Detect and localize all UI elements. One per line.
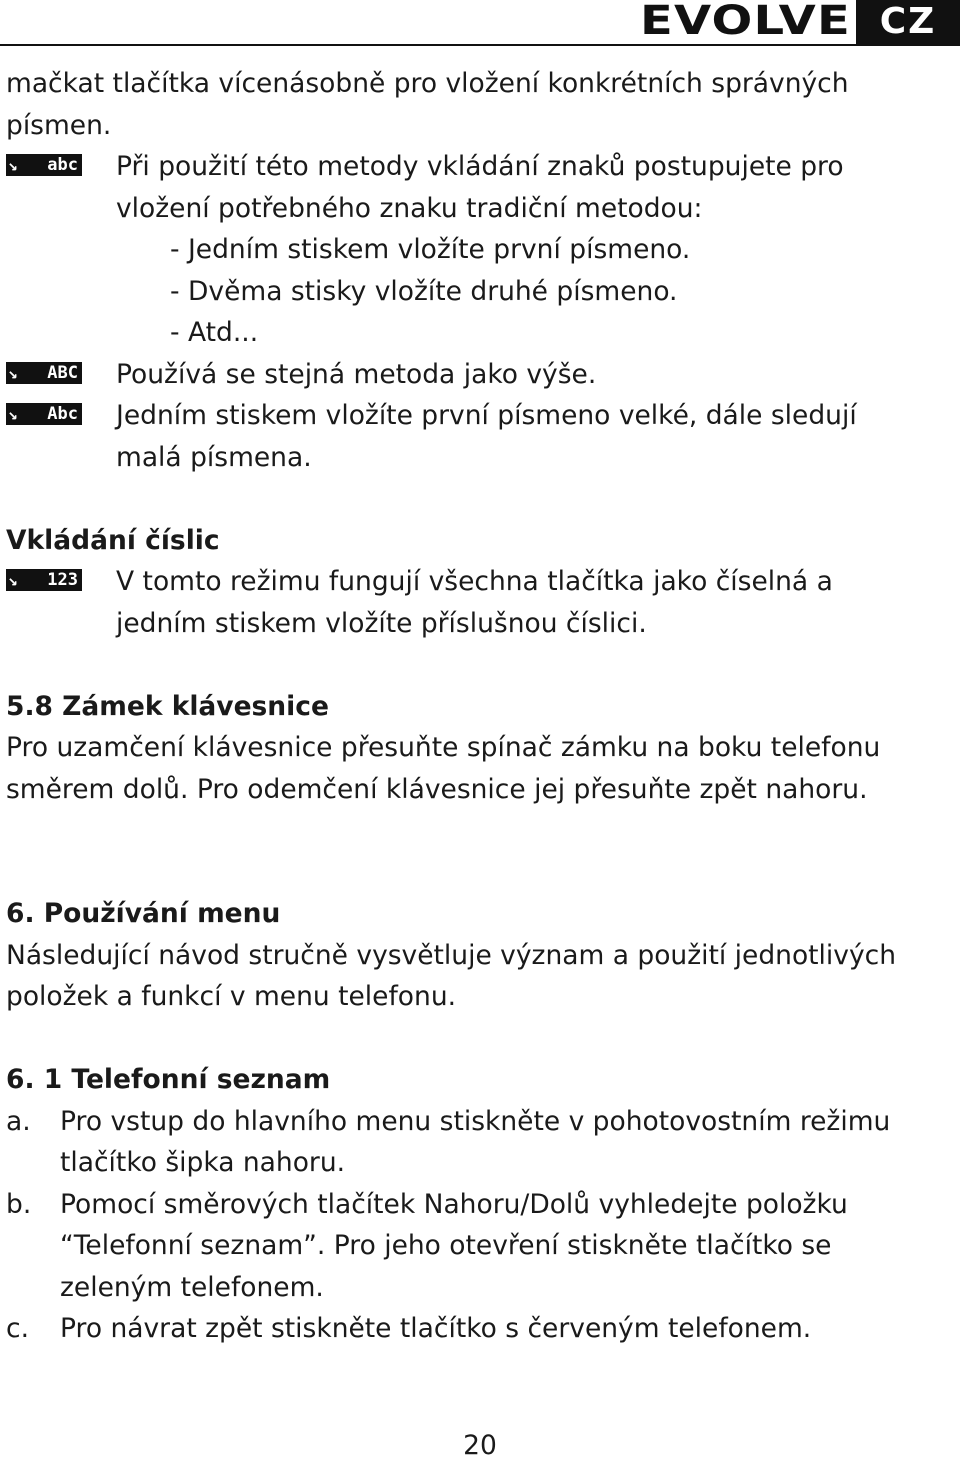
mode-numeric <box>6 561 946 644</box>
section-heading: 6. Používání menu <box>6 898 281 929</box>
list-text: Pro vstup do hlavního menu stiskněte v pohotovostním režimu <box>60 1105 891 1137</box>
header-divider <box>0 44 960 46</box>
mode-step: - Dvěma stisky vložíte druhé písmeno. <box>170 275 678 307</box>
list-item <box>6 1184 946 1309</box>
spacer <box>6 1018 946 1060</box>
list-letter: c. <box>6 1313 29 1344</box>
mode-capitalized <box>6 395 946 478</box>
list-text: Pomocí směrových tlačítek Nahoru/Dolů vyhledejte položku <box>60 1188 848 1220</box>
mode-text: malá písmena. <box>116 441 312 473</box>
spacer <box>6 644 946 686</box>
input-mode-abc-icon: ↘ abc <box>6 154 82 176</box>
input-mode-123-icon: ↘ 123 <box>6 569 82 591</box>
list-text: zeleným telefonem. <box>60 1271 324 1303</box>
mode-text: V tomto režimu fungují všechna tlačítka jako číselná a <box>116 566 833 597</box>
input-mode-ABC-icon: ↘ ABC <box>6 362 82 384</box>
list-item <box>6 1101 946 1184</box>
list-text: tlačítko šipka nahoru. <box>60 1147 346 1178</box>
brand-logo: EVOLVE <box>640 0 852 44</box>
mode-text: Při použití této metody vkládání znaků postupujete pro <box>116 151 844 182</box>
spacer <box>6 478 946 520</box>
mode-step: - Jedním stiskem vložíte první písmeno. <box>170 234 691 265</box>
mode-text: Jedním stiskem vložíte první písmeno velké, dále sledují <box>116 400 857 431</box>
mode-uppercase <box>6 354 946 396</box>
page-number: 20 <box>463 1430 497 1461</box>
page-header <box>0 0 960 50</box>
section-heading: 6. 1 Telefonní seznam <box>6 1064 331 1095</box>
body-text: směrem dolů. Pro odemčení klávesnice jej přesuňte zpět nahoru. <box>6 773 868 805</box>
intro-line: písmen. <box>6 109 112 141</box>
language-badge: CZ <box>856 0 960 44</box>
mode-text: vložení potřebného znaku tradiční metodou: <box>116 192 703 224</box>
input-mode-Abc-icon: ↘ Abc <box>6 403 82 425</box>
list-letter: b. <box>6 1188 32 1220</box>
mode-text: Používá se stejná metoda jako výše. <box>116 358 597 390</box>
page-content <box>6 63 946 1350</box>
list-text: “Telefonní seznam”. Pro jeho otevření stiskněte tlačítko se <box>60 1230 832 1261</box>
section-heading: 5.8 Zámek klávesnice <box>6 690 329 722</box>
body-text: Následující návod stručně vysvětluje význam a použití jednotlivých <box>6 939 897 971</box>
section-heading: Vkládání číslic <box>6 524 220 556</box>
mode-text: jedním stiskem vložíte příslušnou číslici. <box>116 607 647 639</box>
list-letter: a. <box>6 1105 31 1137</box>
spacer <box>6 810 946 893</box>
body-text: Pro uzamčení klávesnice přesuňte spínač zámku na boku telefonu <box>6 732 881 763</box>
body-text: položek a funkcí v menu telefonu. <box>6 981 457 1012</box>
intro-line: mačkat tlačítka vícenásobně pro vložení konkrétních správných <box>6 68 849 99</box>
mode-step: - Atd... <box>170 317 259 348</box>
list-text: Pro návrat zpět stiskněte tlačítko s červeným telefonem. <box>60 1313 812 1344</box>
list-item <box>6 1308 946 1350</box>
mode-lowercase <box>6 146 946 229</box>
